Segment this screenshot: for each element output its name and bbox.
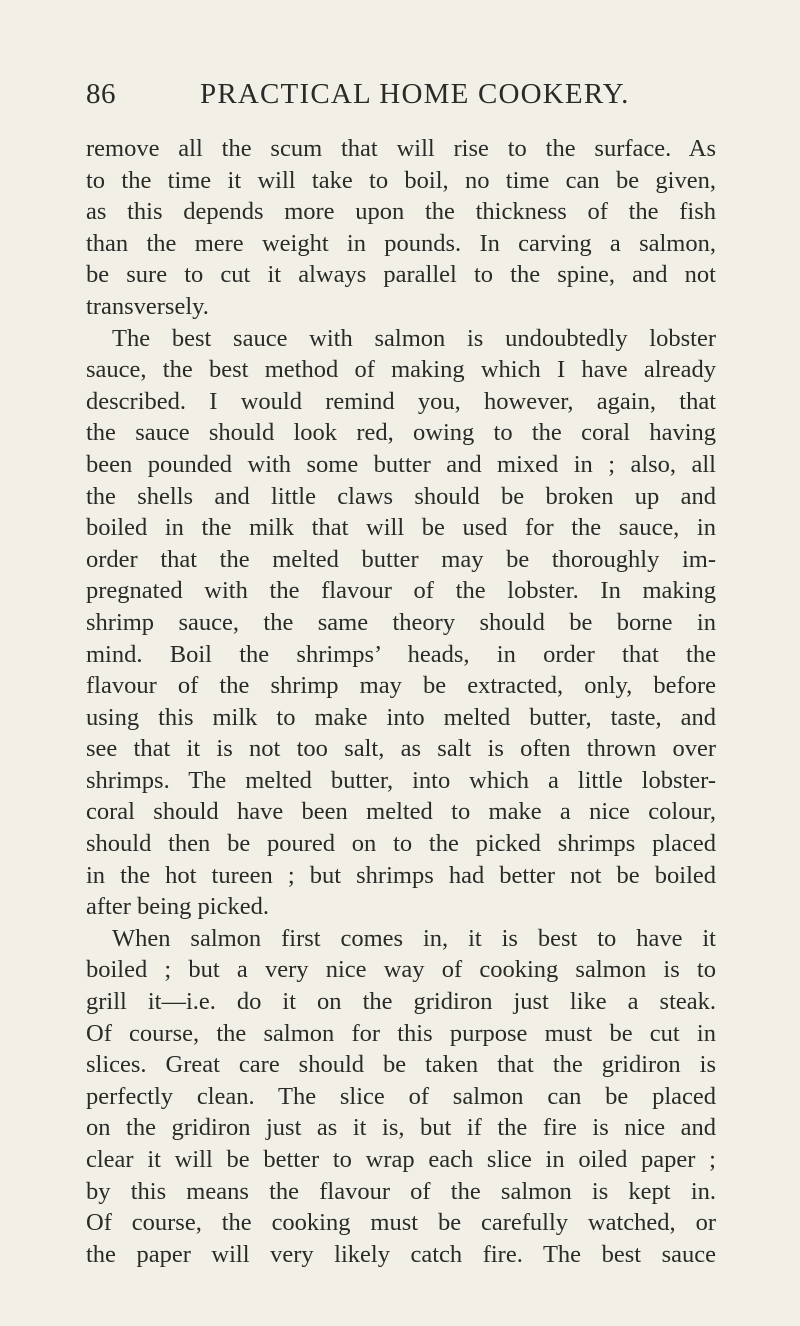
text-line: see that it is not too salt, as salt is often thrown over	[86, 735, 716, 763]
text-line: transversely.	[86, 292, 209, 320]
text-line: using this milk to make into melted butter, taste, and	[86, 703, 716, 731]
running-title: PRACTICAL HOME COOKERY.	[200, 78, 630, 110]
text-line: remove all the scum that will rise to the surface. As	[86, 135, 716, 162]
text-line: be sure to cut it always parallel to the spine, and not	[86, 261, 716, 289]
text-line: perfectly clean. The slice of salmon can be placed	[86, 1082, 716, 1110]
paragraph-start-line: The best sauce with salmon is undoubtedly lobster	[112, 324, 716, 352]
text-line: by this means the flavour of the salmon is kept in.	[86, 1177, 716, 1205]
text-line: clear it will be better to wrap each slice in oiled paper ;	[86, 1146, 716, 1173]
text-line: mind. Boil the shrimps’ heads, in order that the	[86, 640, 716, 668]
text-line: boiled ; but a very nice way of cooking salmon is to	[86, 956, 716, 984]
text-line: to the time it will take to boil, no time can be given,	[86, 166, 716, 194]
paragraph-start-line: When salmon first comes in, it is best to have it	[112, 924, 716, 952]
text-line: order that the melted butter may be thoroughly im-	[86, 545, 716, 573]
text-line: should then be poured on to the picked shrimps placed	[86, 830, 716, 858]
text-line: sauce, the best method of making which I have already	[86, 356, 716, 384]
text-line: than the mere weight in pounds. In carving a salmon,	[86, 229, 716, 257]
text-line: been pounded with some butter and mixed in ; also, all	[86, 450, 716, 478]
text-line: slices. Great care should be taken that the gridiron is	[86, 1051, 716, 1079]
text-line: described. I would remind you, however, again, that	[86, 387, 716, 415]
text-line: pregnated with the flavour of the lobster. In making	[86, 577, 716, 605]
text-line: grill it—i.e. do it on the gridiron just like a steak.	[86, 988, 716, 1016]
text-line: after being picked.	[86, 893, 269, 921]
text-line: shrimps. The melted butter, into which a little lobster-	[86, 766, 716, 794]
text-line: the shells and little claws should be broken up and	[86, 482, 716, 510]
text-line: the paper will very likely catch fire. The best sauce	[86, 1240, 716, 1268]
text-line: flavour of the shrimp may be extracted, only, before	[86, 672, 716, 700]
text-line: boiled in the milk that will be used for the sauce, in	[86, 514, 716, 542]
text-line: shrimp sauce, the same theory should be borne in	[86, 608, 716, 636]
text-line: Of course, the cooking must be carefully watched, or	[86, 1209, 716, 1237]
text-line: in the hot tureen ; but shrimps had better not be boiled	[86, 861, 716, 889]
page-number: 86	[86, 78, 116, 110]
text-line: coral should have been melted to make a nice colour,	[86, 798, 716, 826]
text-line: on the gridiron just as it is, but if the fire is nice and	[86, 1114, 716, 1142]
page-header	[86, 78, 646, 118]
text-line: as this depends more upon the thickness of the fish	[86, 198, 716, 226]
text-line: Of course, the salmon for this purpose must be cut in	[86, 1019, 716, 1047]
body-text	[86, 133, 716, 1270]
text-line: the sauce should look red, owing to the coral having	[86, 419, 716, 447]
